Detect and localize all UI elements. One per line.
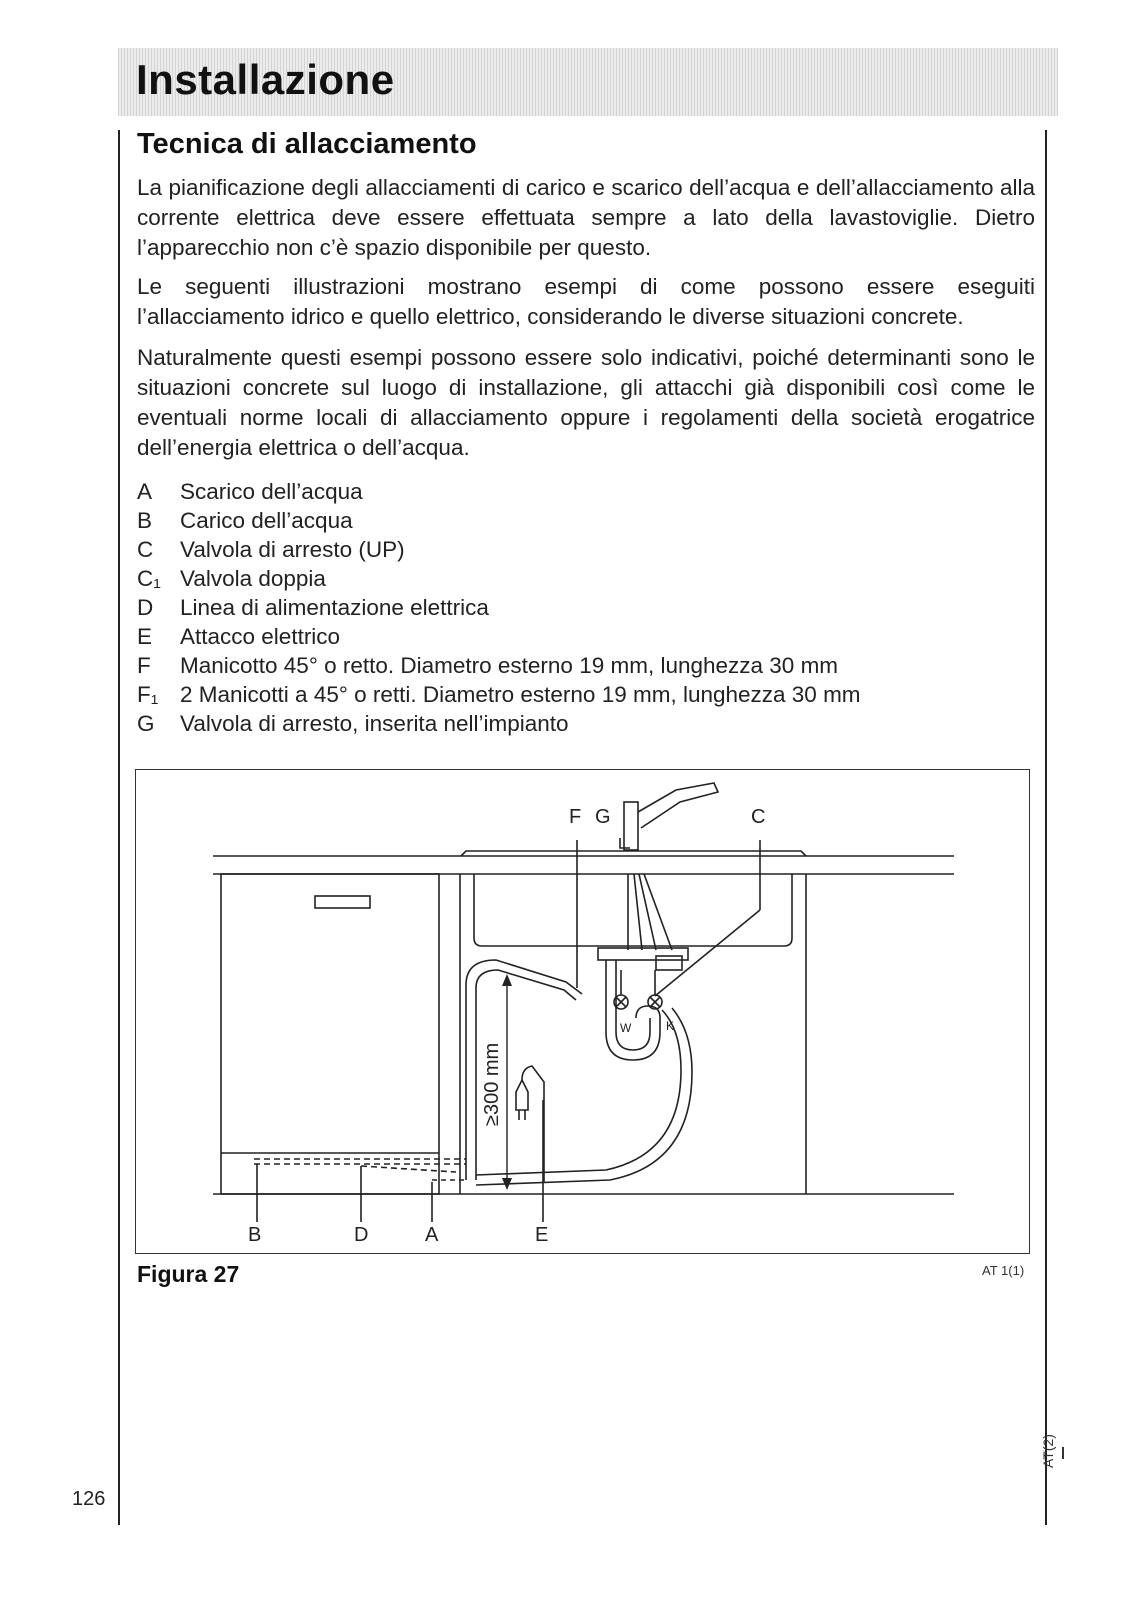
legend-key: A	[137, 479, 153, 504]
dashed-power-cable	[361, 1166, 456, 1172]
legend-item	[137, 709, 861, 738]
power-plug-icon	[516, 1080, 528, 1110]
legend-item	[137, 680, 861, 709]
legend-item	[137, 506, 861, 535]
left-margin-rule	[118, 130, 120, 1525]
legend-key: B	[137, 508, 153, 533]
label-k: K	[666, 1019, 675, 1033]
dimension-arrow-top	[502, 974, 512, 986]
legend-text: Manicotto 45° o retto. Diametro esterno 19 mm, lunghezza 30 mm	[180, 653, 839, 678]
dimension-label: ≥300 mm	[481, 1042, 503, 1126]
control-panel	[315, 896, 370, 908]
power-cable	[522, 1066, 544, 1182]
figure-ref-code: AT 1(1)	[982, 1263, 1025, 1278]
legend-item	[137, 622, 861, 651]
legend-item	[137, 535, 861, 564]
label-b: B	[248, 1224, 262, 1246]
legend-item	[137, 651, 861, 680]
label-e: E	[535, 1224, 549, 1246]
label-a: A	[425, 1224, 439, 1246]
label-f: F	[569, 806, 582, 828]
faucet-lever	[638, 783, 718, 828]
figure-caption: Figura 27	[137, 1261, 240, 1287]
legend-text: Linea di alimentazione elettrica	[180, 595, 489, 620]
drain-collector	[598, 948, 688, 960]
legend-item	[137, 564, 861, 593]
legend-key: F	[137, 653, 151, 678]
paragraph-3: Naturalmente questi esempi possono essere solo indicativi, poiché determinanti sono le situazioni concrete sul luogo di installazione, gli attacchi già disponibili così come le eventuali norme locali di allacciamento oppure i regolamenti della società erogatrice dell’energia elettrica o dell’acqua.	[137, 345, 1035, 460]
label-d: D	[354, 1224, 369, 1246]
faucet-body	[624, 802, 638, 850]
section-title: Installazione	[136, 56, 395, 103]
hose-connector	[656, 956, 682, 970]
legend-text: Valvola di arresto (UP)	[180, 537, 405, 562]
paragraph-2: Le seguenti illustrazioni mostrano esempi di come possono essere eseguiti l’allacciamento idrico e quello elettrico, considerando le diverse situazioni concrete.	[137, 274, 1035, 329]
legend-text: Scarico dell’acqua	[180, 479, 363, 504]
valve-g	[620, 838, 630, 848]
legend-text: 2 Manicotti a 45° o retti. Diametro esterno 19 mm, lunghezza 30 mm	[180, 682, 861, 707]
label-g: G	[595, 806, 611, 828]
legend-key: G	[137, 711, 155, 736]
right-margin-rule	[1045, 130, 1047, 1525]
legend-text: Valvola di arresto, inserita nell’impianto	[180, 711, 569, 736]
legend-key: E	[137, 624, 153, 649]
figure-27-diagram	[135, 769, 1030, 1254]
label-c: C	[751, 806, 766, 828]
subtitle: Tecnica di allacciamento	[137, 128, 477, 160]
legend-text: Attacco elettrico	[180, 624, 341, 649]
dishwasher-body	[221, 874, 439, 1194]
installation-diagram	[136, 770, 1029, 1253]
legend-key: F₁	[137, 682, 159, 707]
legend-key: D	[137, 595, 154, 620]
legend-item	[137, 477, 861, 506]
legend-text: Valvola doppia	[180, 566, 326, 591]
side-tick	[1062, 1447, 1064, 1459]
page-number: 126	[72, 1488, 106, 1510]
sink-basin	[474, 874, 792, 946]
side-code: AT(2)	[1040, 1434, 1056, 1468]
legend-text: Carico dell’acqua	[180, 508, 353, 533]
legend-item	[137, 593, 861, 622]
paragraph-1: La pianificazione degli allacciamenti di carico e scarico dell’acqua e dell’allacciamento alla corrente elettrica deve essere effettuata sempre a lato della lavastoviglie. Dietro l’apparecchio non c’è spazio disponibile per questo.	[137, 175, 1035, 260]
legend-key: C	[137, 537, 154, 562]
label-w: W	[620, 1021, 632, 1035]
legend-list	[137, 477, 861, 738]
siphon-trap	[606, 960, 660, 1060]
legend-key: C₁	[137, 566, 161, 591]
